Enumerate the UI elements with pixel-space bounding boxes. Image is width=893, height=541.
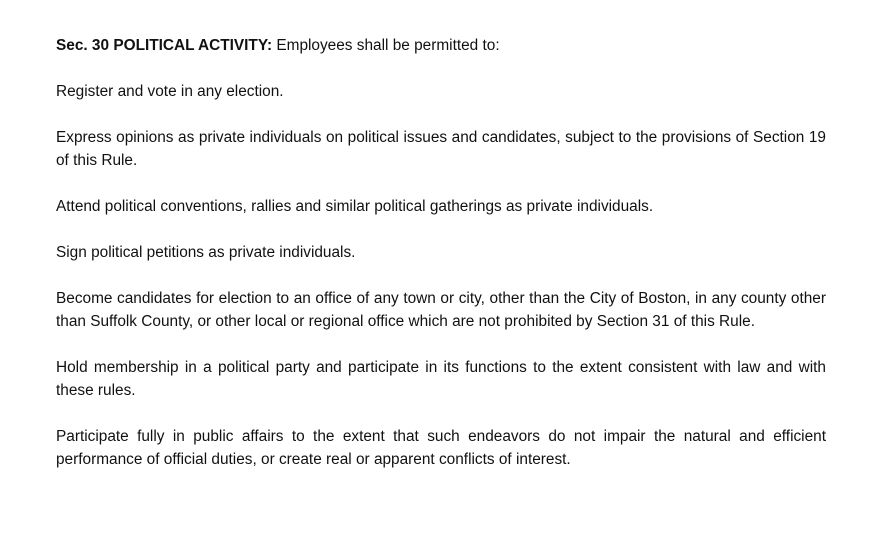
section-intro-text: Employees shall be permitted to: <box>272 37 500 54</box>
section-heading: Sec. 30 POLITICAL ACTIVITY: <box>56 37 273 54</box>
paragraph-attend-conventions: Attend political conventions, rallies and similar political gatherings as private individuals. <box>56 198 654 215</box>
paragraph-register-vote: Register and vote in any election. <box>56 83 284 100</box>
document-body <box>56 34 826 494</box>
paragraph-become-candidates: Become candidates for election to an office of any town or city, other than the City of Boston, in any county other than Suffolk County, or other local or regional office which are not prohibited by Section 31 of this Rule. <box>56 290 826 330</box>
paragraph-hold-membership: Hold membership in a political party and participate in its functions to the extent consistent with law and with these rules. <box>56 359 826 399</box>
paragraph-participate-public-affairs: Participate fully in public affairs to the extent that such endeavors do not impair the natural and efficient performance of official duties, or create real or apparent conflicts of interest. <box>56 428 826 468</box>
paragraph-express-opinions: Express opinions as private individuals on political issues and candidates, subject to the provisions of Section 19 of this Rule. <box>56 129 826 169</box>
section-intro <box>56 34 826 57</box>
paragraph-sign-petitions: Sign political petitions as private individuals. <box>56 244 356 261</box>
